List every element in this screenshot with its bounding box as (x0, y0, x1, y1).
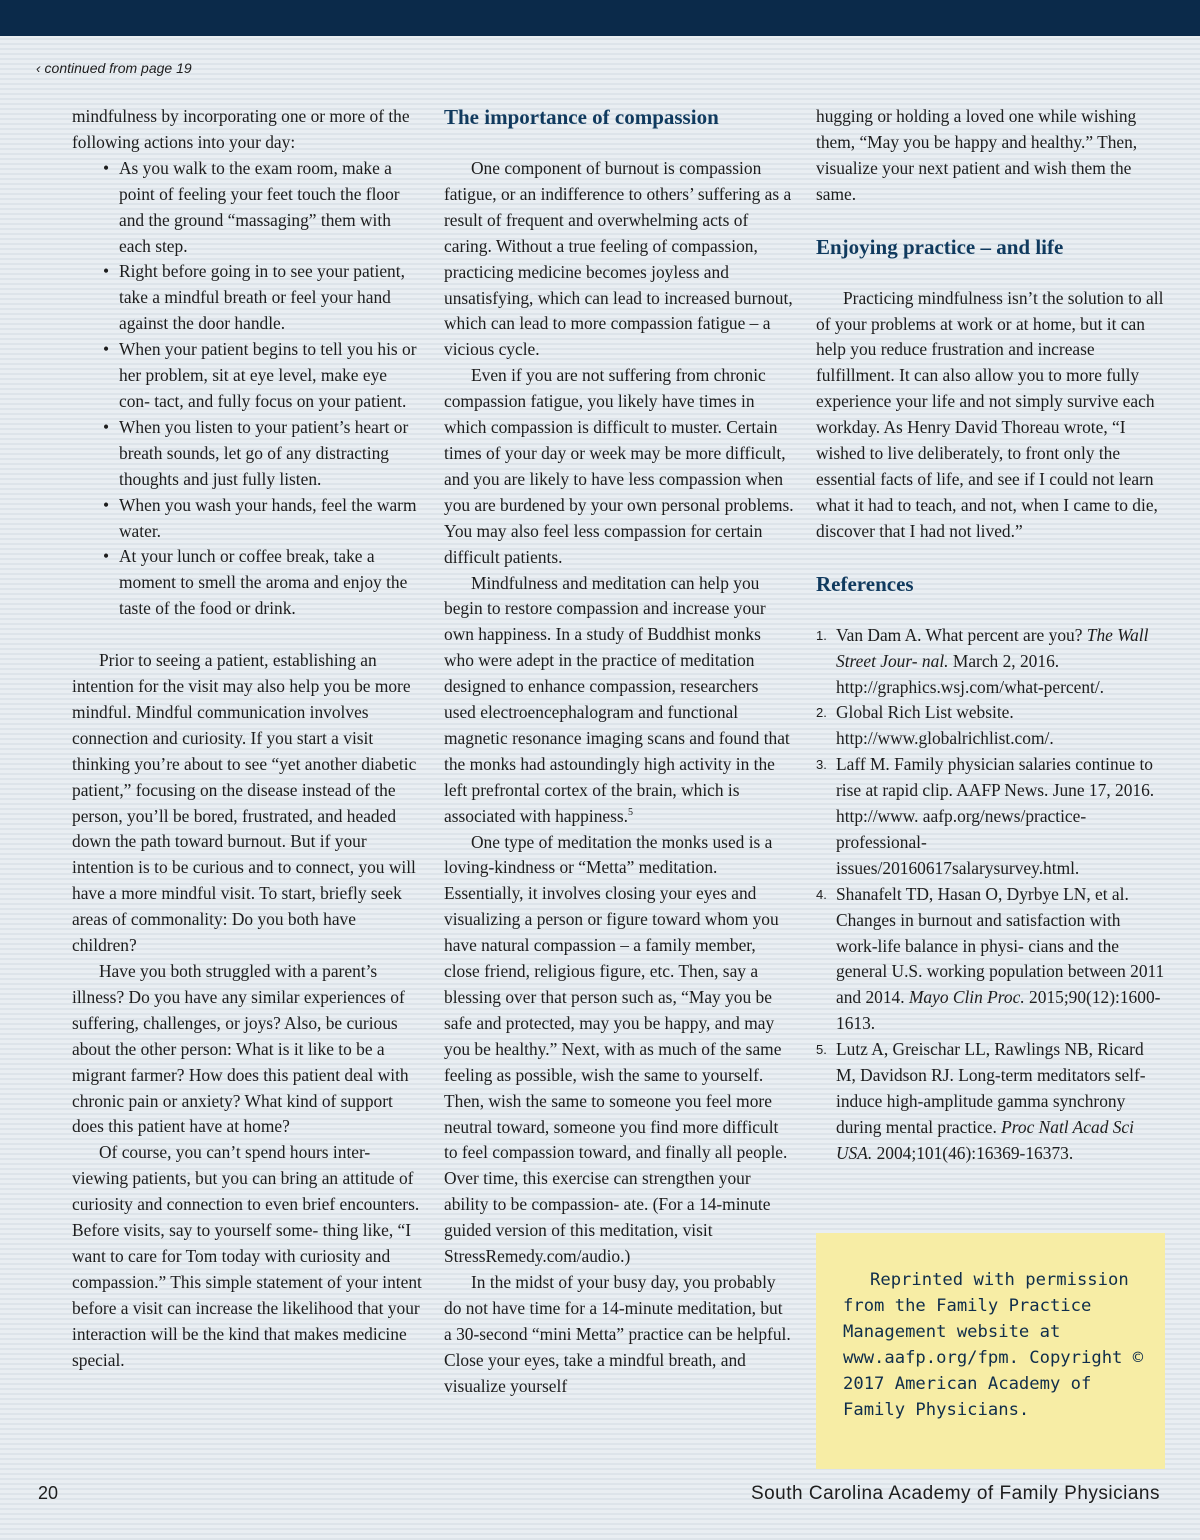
body-paragraph: Of course, you can’t spend hours inter- viewing patients, but you can bring an attitude of curiosity and connection to even brief encounters. Before visits, say to yourself some- thing like, “I want to care for Tom today with curiosity and compassion.” This simple statement of your intent before a visit can increase the likelihood that your interaction will be the kind that makes medicine special. (72, 1142, 422, 1370)
reference-text: March 2, 2016. http://graphics.wsj.com/what-percent/. (836, 650, 1105, 697)
reference-item (816, 752, 1166, 882)
continued-from-label: ‹ continued from page 19 (36, 60, 192, 76)
references-list (816, 623, 1166, 1167)
column-3 (816, 104, 1166, 1167)
section-heading-references: References (816, 571, 914, 596)
reference-item (816, 623, 1166, 701)
reference-number: 2. (816, 705, 827, 721)
column-2 (444, 104, 794, 1400)
body-paragraph: In the midst of your busy day, you probably do not have time for a 14-minute meditation, but a 30-second “mini Metta” practice can be helpful. Close your eyes, take a mindful breath, and visualize yourself (444, 1271, 791, 1396)
mindfulness-actions-list (72, 156, 422, 622)
permission-note-text: Reprinted with permission from the Family Practice Management website at www.aafp.org/fpm. Copyright © 2017 American Academy of Family Physicians. (843, 1270, 1144, 1420)
body-paragraph: One component of burnout is compassion fatigue, or an indifference to others’ suffering as a result of frequent and overwhelming acts of caring. Without a true feeling of compassion, practicing medicine becomes joyless and unsatisfying, which can lead to increased burnout, which can lead to more compassion fatigue – a vicious cycle. (444, 158, 793, 360)
reference-text: Van Dam A. What percent are you? (836, 624, 1087, 645)
permission-note-box (816, 1233, 1165, 1469)
body-paragraph: One type of meditation the monks used is a loving-kindness or “Metta” meditation. Essentially, it involves closing your eyes and visualizing a person or figure toward whom you have natural compassion – a family member, close friend, religious figure, etc. Then, say a blessing over that person such as, “May you be safe and protected, may you be happy, and may you be healthy.” Next, with as much of the same feeling as possible, wish the same to yourself. Then, wish the same to someone you feel more neutral toward, someone you find more difficult to feel compassion toward, and finally all people. Over time, this exercise can strengthen your ability to be compassion- ate. (For a 14-minute guided version of this meditation, visit StressRemedy.com/audio.) (444, 831, 788, 1267)
citation-superscript: 5 (628, 806, 634, 818)
page-number: 20 (38, 1483, 59, 1503)
reference-text: Shanafelt TD, Hasan O, Dyrbye LN, et al. Changes in burnout and satisfaction with work-life balance in physi- cians and the general U.S. working population between 2011 and 2014. (836, 883, 1165, 1008)
reference-journal: Proc Natl Acad Sci USA. (836, 1116, 1134, 1163)
reference-number: 4. (816, 886, 827, 902)
reference-journal: Mayo Clin Proc. (908, 987, 1025, 1008)
reference-number: 3. (816, 757, 827, 773)
body-paragraph: Practicing mindfulness isn’t the solution to all of your problems at work or at home, but it can help you reduce frustration and increase fulfillment. It can also allow you to more fully experience your life and not simply survive each workday. As Henry David Thoreau wrote, “I wished to live deliberately, to front only the essential facts of life, and see if I could not learn what it had to teach, and not, when I came to die, discover that I had not lived.” (816, 287, 1164, 541)
paragraph-text: Mindfulness and meditation can help you begin to restore compassion and increase your own happiness. In a study of Buddhist monks who were adept in the practice of meditation designed to enhance compassion, researchers used electroencephalogram and functional magnetic resonance imaging scans and found that the monks had astoundingly high activity in the left prefrontal cortex of the brain, which is associated with happiness. (444, 572, 790, 826)
top-banner (0, 0, 1200, 36)
intro-paragraph: mindfulness by incorporating one or more of the following actions into your day: (72, 106, 410, 152)
reference-number: 1. (816, 627, 827, 643)
body-paragraph: Even if you are not suffering from chronic compassion fatigue, you likely have times in which compassion is difficult to muster. Certain times of your day or week may be more difficult, and you are likely to have less compassion when you are burdened by your own personal problems. You may also feel less compassion for certain difficult patients. (444, 365, 794, 567)
list-item: • Right before going in to see your patient, take a mindful breath or feel your hand against the door handle. (119, 259, 422, 337)
reference-text: Lutz A, Greischar LL, Rawlings NB, Ricard M, Davidson RJ. Long-term meditators self-induce high-amplitude gamma synchrony during mental practice. (836, 1039, 1146, 1137)
reference-text: Laff M. Family physician salaries continue to rise at rapid clip. AAFP News. June 17, 2016. http://www. aafp.org/news/practice-professional- issues/20160617salarysurvey.html. (836, 754, 1155, 878)
column-1 (72, 104, 422, 1374)
list-item: • When you wash your hands, feel the warm water. (119, 493, 422, 545)
reference-item (816, 700, 1166, 752)
reference-number: 5. (816, 1042, 827, 1058)
list-item: • When you listen to your patient’s heart or breath sounds, let go of any distracting thoughts and just fully listen. (119, 415, 422, 493)
list-item: • When your patient begins to tell you his or her problem, sit at eye level, make eye con- tact, and fully focus on your patient. (119, 337, 422, 415)
body-paragraph: Have you both struggled with a parent’s illness? Do you have any similar experiences of suffering, challenges, or joys? Also, be curious about the other person: What is it like to be a migrant farmer? How does this patient deal with chronic pain or anxiety? What kind of support does this patient have at home? (72, 961, 409, 1137)
publication-name: South Carolina Academy of Family Physicians (750, 1483, 1160, 1504)
body-paragraph (444, 571, 794, 830)
reference-item (816, 1037, 1166, 1167)
section-heading-compassion: The importance of compassion (444, 105, 719, 129)
reference-text: 2004;101(46):16369-16373. (872, 1142, 1074, 1163)
section-heading-enjoying-practice: Enjoying practice – and life (816, 234, 1064, 259)
body-paragraph: hugging or holding a loved one while wishing them, “May you be happy and healthy.” Then, visualize your next patient and wish them the same. (816, 106, 1138, 204)
body-paragraph: Prior to seeing a patient, establishing an intention for the visit may also help you be more mindful. Mindful communication involves connection and curiosity. If you start a visit thinking you’re about to see “yet another diabetic patient,” focusing on the disease instead of the person, you’ll be bored, frustrated, and headed down the path toward burnout. But if your intention is to be curious and to connect, you will have a more mindful visit. To start, briefly seek areas of commonality: Do you both have children? (72, 650, 417, 956)
list-item: • As you walk to the exam room, make a point of feeling your feet touch the floor and the ground “massaging” them with each step. (119, 156, 422, 260)
list-item: • At your lunch or coffee break, take a moment to smell the aroma and enjoy the taste of the food or drink. (119, 544, 422, 622)
reference-text: 2015;90(12):1600-1613. (836, 987, 1161, 1034)
reference-journal: The Wall Street Jour- nal. (836, 624, 1149, 671)
reference-text: Global Rich List website. http://www.globalrichlist.com/. (836, 702, 1054, 749)
reference-item (816, 882, 1166, 1037)
